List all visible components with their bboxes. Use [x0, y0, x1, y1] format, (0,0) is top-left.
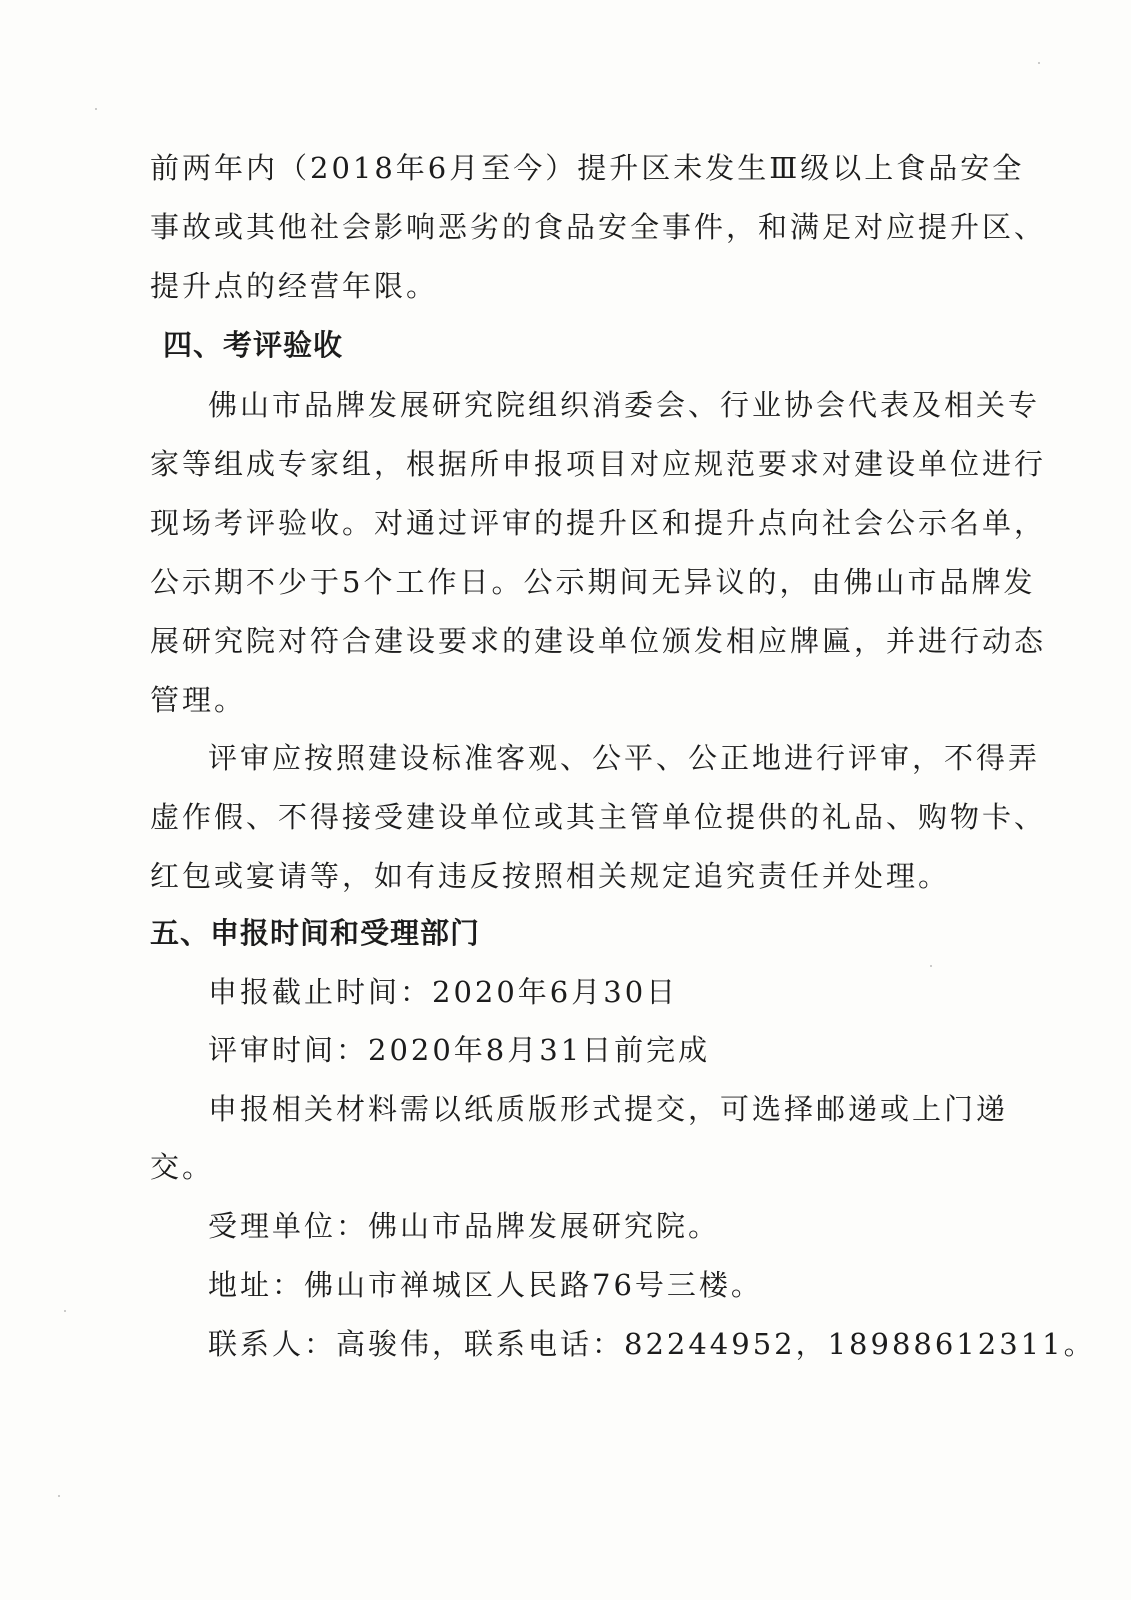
section-4-heading: 四、考评验收 [163, 328, 344, 362]
submission-line-1: 申报相关材料需以纸质版形式提交，可选择邮递或上门递 [208, 1092, 1009, 1126]
intro-line-2: 事故或其他社会影响恶劣的食品安全事件，和满足对应提升区、 [150, 210, 1047, 244]
section-4-para2-line-3: 红包或宴请等，如有违反按照相关规定追究责任并处理。 [150, 859, 951, 893]
section-4-para1-line-2: 家等组成专家组，根据所申报项目对应规范要求对建设单位进行 [150, 447, 1047, 481]
deadline-line: 申报截止时间：2020年6月30日 [208, 975, 679, 1009]
section-4-para1-line-3: 现场考评验收。对通过评审的提升区和提升点向社会公示名单， [150, 506, 1047, 540]
section-4-para1-line-1: 佛山市品牌发展研究院组织消委会、行业协会代表及相关专 [208, 388, 1041, 422]
office-line: 受理单位：佛山市品牌发展研究院。 [208, 1209, 721, 1243]
section-4-para1-line-4: 公示期不少于5个工作日。公示期间无异议的，由佛山市品牌发 [150, 565, 1036, 599]
address-line: 地址：佛山市禅城区人民路76号三楼。 [208, 1268, 763, 1302]
section-4-para1-line-6: 管理。 [150, 683, 247, 717]
section-5-heading: 五、申报时间和受理部门 [150, 916, 481, 950]
section-4-para1-line-5: 展研究院对符合建设要求的建设单位颁发相应牌匾，并进行动态 [150, 624, 1047, 658]
section-4-para2-line-1: 评审应按照建设标准客观、公平、公正地进行评审，不得弄 [208, 741, 1041, 775]
section-4-para2-line-2: 虚作假、不得接受建设单位或其主管单位提供的礼品、购物卡、 [150, 800, 1047, 834]
intro-line-1: 前两年内（2018年6月至今）提升区未发生Ⅲ级以上食品安全 [150, 151, 1025, 185]
submission-line-2: 交。 [150, 1150, 215, 1184]
contact-line: 联系人：高骏伟，联系电话：82244952，18988612311。 [208, 1327, 1096, 1361]
review-time-line: 评审时间：2020年8月31日前完成 [208, 1033, 711, 1067]
intro-line-3: 提升点的经营年限。 [150, 269, 439, 303]
